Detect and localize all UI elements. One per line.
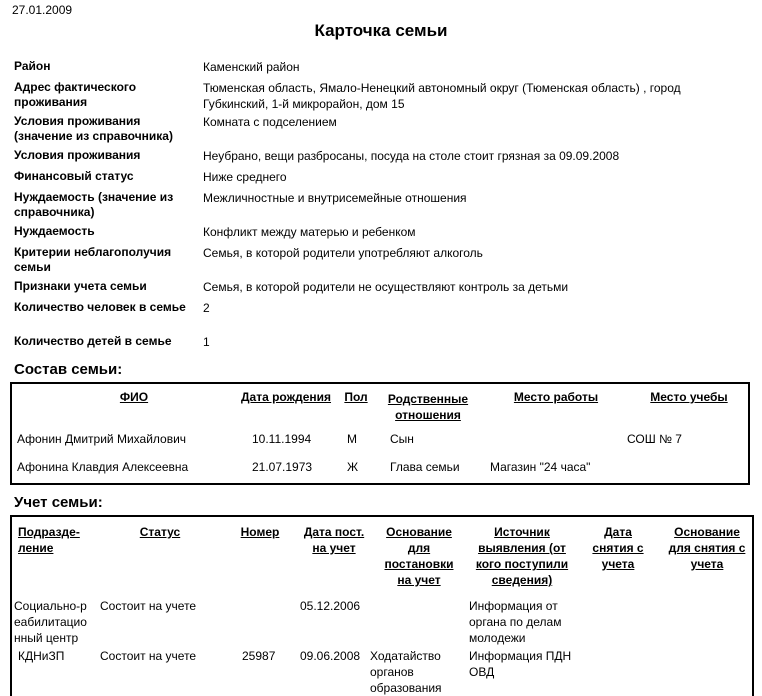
- col-header-basis-registered: Основание для постановки на учет: [384, 525, 454, 587]
- page-title: Карточка семьи: [314, 21, 448, 40]
- field-label-registration-signs: Признаки учета семьи: [14, 279, 147, 293]
- cell-source: Информация от органа по делам молодежи: [469, 599, 562, 645]
- cell-sex: М: [347, 432, 357, 446]
- cell-division: КДНиЗП: [18, 649, 65, 663]
- field-value-living-conditions-ref: Комната с подселением: [203, 115, 337, 129]
- col-header-work: Место работы: [513, 390, 599, 404]
- composition-section-title: Состав семьи:: [14, 361, 123, 378]
- field-value-children-count: 1: [203, 335, 210, 349]
- cell-fio: Афонин Дмитрий Михайлович: [17, 432, 187, 446]
- registration-table: [10, 515, 754, 696]
- col-header-fio: ФИО: [119, 390, 149, 404]
- field-value-living-conditions: Неубрано, вещи разбросаны, посуда на столе стоит грязная за 09.09.2008: [203, 149, 620, 163]
- registration-section-title: Учет семьи:: [14, 494, 103, 511]
- field-value-people-count: 2: [203, 301, 210, 315]
- cell-date-registered: 09.06.2008: [300, 649, 361, 663]
- field-value-need-ref: Межличностные и внутрисемейные отношения: [203, 191, 467, 205]
- col-header-birth-date: Дата рождения: [240, 390, 332, 404]
- report-date: 27.01.2009: [12, 3, 73, 17]
- cell-birth-date: 21.07.1973: [252, 460, 313, 474]
- col-header-number: Номер: [240, 525, 280, 539]
- cell-birth-date: 10.11.1994: [252, 432, 312, 446]
- col-header-basis-removed: Основание для снятия с учета: [668, 525, 746, 571]
- field-label-living-conditions-ref: Условия проживания (значение из справочника): [14, 114, 173, 143]
- field-label-children-count: Количество детей в семье: [14, 334, 172, 348]
- field-value-financial-status: Ниже среднего: [203, 170, 287, 184]
- col-header-division: Подразде-ление: [18, 525, 80, 555]
- cell-sex: Ж: [347, 460, 359, 474]
- field-label-address: Адрес фактического проживания: [14, 80, 137, 109]
- field-label-district: Район: [14, 59, 51, 73]
- col-header-status: Статус: [139, 525, 181, 539]
- cell-number: 25987: [242, 649, 276, 663]
- cell-status: Состоит на учете: [100, 649, 197, 663]
- composition-table: [10, 382, 750, 485]
- field-label-financial-status: Финансовый статус: [14, 169, 134, 183]
- cell-relation: Сын: [390, 432, 414, 446]
- cell-study: СОШ № 7: [627, 432, 682, 446]
- field-value-address: Тюменская область, Ямало-Ненецкий автономный округ (Тюменская область) , город Губкинский, 1-й микрорайон, дом 15: [203, 81, 681, 111]
- cell-date-registered: 05.12.2006: [300, 599, 361, 613]
- col-header-sex: Пол: [344, 390, 368, 404]
- col-header-date-registered: Дата пост. на учет: [303, 525, 365, 555]
- field-value-district: Каменский район: [203, 60, 300, 74]
- field-label-living-conditions: Условия проживания: [14, 148, 141, 162]
- cell-source: Информация ПДН ОВД: [469, 649, 572, 679]
- field-value-need: Конфликт между матерью и ребенком: [203, 225, 416, 239]
- field-label-need-ref: Нуждаемость (значение из справочника): [14, 190, 174, 219]
- col-header-date-removed: Дата снятия с учета: [592, 525, 644, 571]
- cell-relation: Глава семьи: [390, 460, 460, 474]
- cell-fio: Афонина Клавдия Алексеевна: [17, 460, 189, 474]
- field-label-people-count: Количество человек в семье: [14, 300, 186, 314]
- cell-status: Состоит на учете: [100, 599, 197, 613]
- field-label-need: Нуждаемость: [14, 224, 95, 238]
- field-value-trouble-criteria: Семья, в которой родители употребляют алкоголь: [203, 246, 483, 260]
- field-value-registration-signs: Семья, в которой родители не осуществляют контроль за детьми: [203, 280, 569, 294]
- col-header-source: Источник выявления (от кого поступили сведения): [475, 525, 569, 587]
- col-header-relation: Родственные отношения: [387, 392, 469, 422]
- cell-work: Магазин "24 часа": [490, 460, 591, 474]
- cell-division: Социально-реабилитационный центр: [14, 599, 87, 645]
- field-label-trouble-criteria: Критерии неблагополучия семьи: [14, 245, 172, 274]
- cell-basis-registered: Ходатайство органов образования: [370, 649, 442, 695]
- col-header-study: Место учебы: [650, 390, 728, 404]
